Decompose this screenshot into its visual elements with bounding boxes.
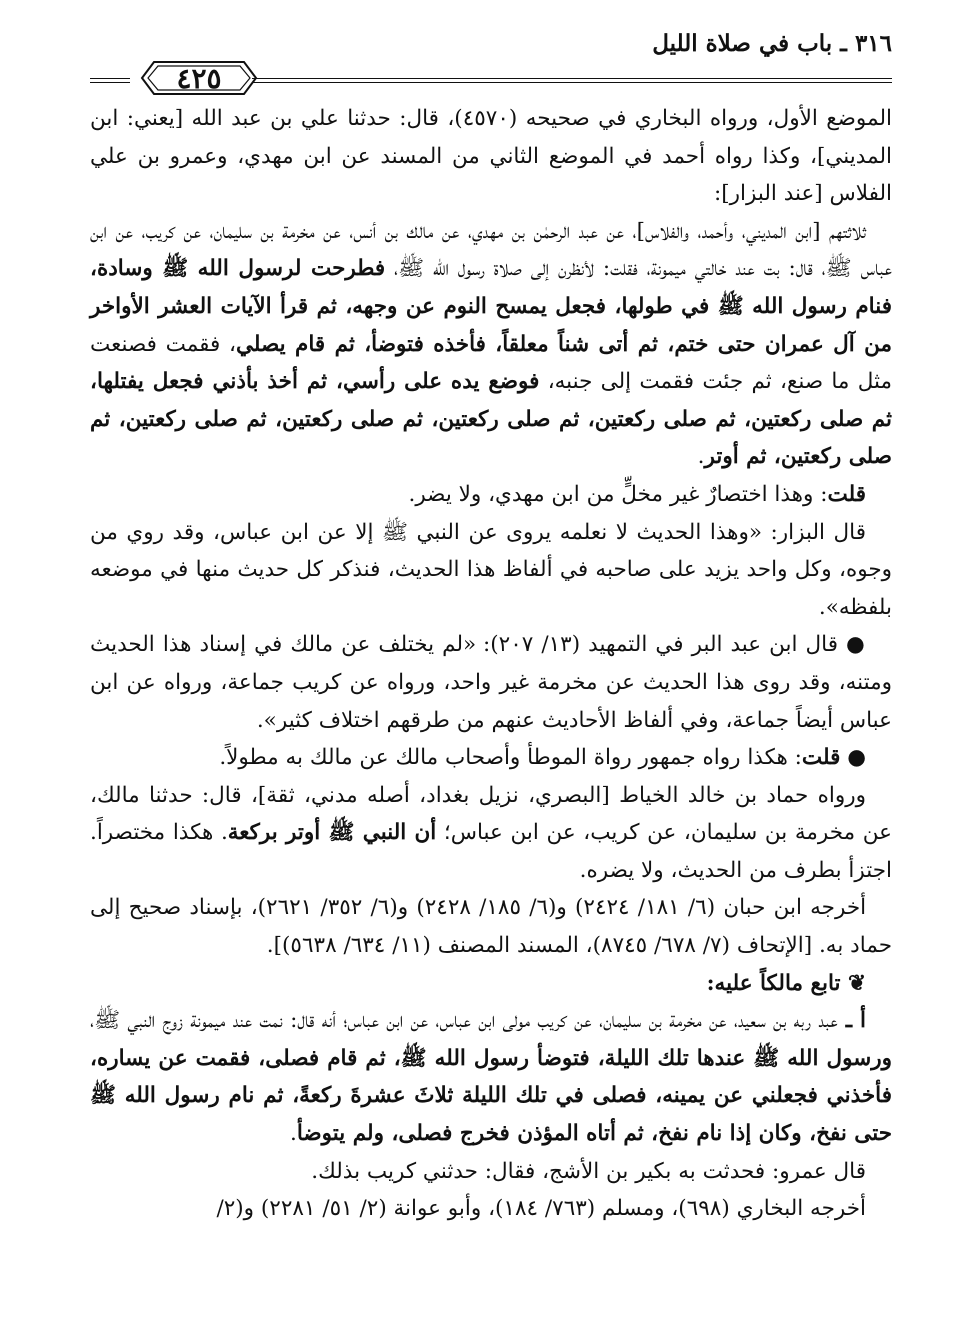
paragraph xyxy=(90,1153,892,1191)
text-run: الموضع الأول، ورواه البخاري في صحيحه (٤٥٧٠)، قال: حدثنا علي بن عبد الله [يعني: ابن المديني]، وكذا رواه أحمد في الموضع الثاني من المسند عن ابن مهدي، وعمرو بن علي الفلاس [عند البزار]: xyxy=(90,106,892,207)
paragraph xyxy=(90,213,892,476)
paragraph xyxy=(90,965,892,1003)
text-run: أخرجه ابن حبان (٦/ ١٨١/ ٢٤٢٤) و(٦/ ١٨٥/ ٢٤٢٨) و(٦/ ٣٥٢/ ٢٦٢١)، بإسناد صحيح إلى حماد به. [الإتحاف (٧/ ٦٧٨/ ٨٧٤٥)، المسند المصنف (١١/ ٦٣٤/ ٥٦٣٨)]. xyxy=(90,895,892,959)
bold-text: ❦ تابع مالكاً عليه: xyxy=(706,970,866,996)
bold-text: أن النبي ﷺ أوتر بركعة xyxy=(227,820,437,846)
paragraph xyxy=(90,626,892,739)
bold-text: فوضع يده على رأسي، ثم أخذ بأذني فجعل يفتلها، ثم صلى ركعتين، ثم صلى ركعتين، ثم صلى ركعتين، ثم صلى ركعتين، ثم صلى ركعتين، ثم صلى ركعتين، ثم أوتر xyxy=(90,369,892,470)
text-run: ● قال ابن عبد البر في التمهيد (١٣/ ٢٠٧): «لم يختلف عن مالك في إسناد هذا الحديث ومتنه، وقد روى هذا الحديث عن مخرمة غير واحد، ورواه عن كريب جماعة، ورواه عن ابن عباس أيضاً جماعة، وفي ألفاظ الأحاديث عنهم من طرقهم اختلاف كثير». xyxy=(90,632,892,733)
bold-text: قلت xyxy=(801,745,841,771)
text-run: . هكذا مختصراً. اجتزأ بطرف من الحديث، ولا يضره. xyxy=(90,820,892,883)
bold-text: فطرحت لرسول الله ﷺ وسادة، فنام رسول الله ﷺ في طولها، فجعل يمسح النوم عن وجهه، ثم قرأ الآيات العشر الأواخر من آل عمران حتى ختم، ثم أتى شناً معلقاً، فأخذه فتوضأ، ثم قام يصلي xyxy=(90,256,893,357)
paragraph xyxy=(90,514,892,627)
bold-text: قلت xyxy=(827,481,866,507)
header-rule xyxy=(252,82,892,83)
paragraph xyxy=(90,777,892,890)
bold-text: ورسول الله ﷺ عندها تلك الليلة، فتوضأ رسول الله ﷺ، ثم قام فصلى، فقمت عن يساره، فأخذني فجعلني عن يمينه، فصلى في تلك الليلة ثلاثَ عشرةَ ركعةً، ثم نام رسول الله ﷺ حتى نفخ، وكان إذا نام نفخ، ثم أتاه المؤذن فخرج فصلى، ولم يتوضأ xyxy=(90,1045,892,1147)
paragraph xyxy=(90,1002,892,1152)
page-header xyxy=(90,30,892,95)
page-number: ٤٢٥ xyxy=(176,62,222,95)
text-run: : وهذا اختصارٌ غير مخلٍّ من ابن مهدي، ولا يضر. xyxy=(408,481,828,507)
text-run: قال البزار: «وهذا الحديث لا نعلمه يروى عن النبي ﷺ إلا عن ابن عباس، وقد روي من وجوه، وكل واحد يزيد على صاحبه في ألفاظ هذا الحديث، فنذكر كل حديث منها في موضعه بلفظه». xyxy=(90,519,892,620)
text-run: ● xyxy=(840,745,866,771)
paragraph xyxy=(90,476,892,514)
text-run: ورواه حماد بن خالد الخياط [البصري، نزيل بغداد، أصله مدني، ثقة]، قال: حدثنا مالك، عن مخرمة بن سليمان، عن كريب، عن ابن عباس؛ xyxy=(90,782,892,846)
header-rule xyxy=(90,78,130,79)
text-run: عبد ربه بن سعيد، عن مخرمة بن سليمان، عن كريب مولى ابن عباس، عن ابن عباس؛ أنه قال: نمت عند ميمونة زوج النبي ﷺ، xyxy=(90,1008,838,1034)
header-rule xyxy=(252,78,892,79)
paragraph xyxy=(90,100,892,213)
text-run: ، فقمت فصنعت مثل ما صنع، ثم جئت فقمت إلى جنبه، xyxy=(90,331,892,395)
bold-text: أ ـ xyxy=(837,1008,867,1034)
text-run: : هكذا رواه جمهور رواة الموطأ وأصحاب مالك عن مالك به مطولاً. xyxy=(219,745,802,771)
paragraph xyxy=(90,1190,892,1228)
page-number-ornament xyxy=(134,56,264,100)
text-run: أخرجه البخاري (٦٩٨)، ومسلم (٧٦٣/ ١٨٤)، وأبو عوانة (٢/ ٥١/ ٢٢٨١) و(٢/ xyxy=(216,1196,866,1222)
paragraph xyxy=(90,739,892,777)
main-text xyxy=(90,100,892,1228)
text-run: ثلاثتهم [ابن المديني، وأحمد، والفلاس]، عن عبد الرحمٰن بن مهدي، عن مالك بن أنس، عن مخرمة بن سليمان، عن كريب، عن ابن عباس ﷺ، قال: بت عند خالتي ميمونة، فقلت: لأنظرن إلى صلاة رسول الله ﷺ، xyxy=(90,218,892,282)
paragraph xyxy=(90,889,892,964)
text-run: قال عمرو: فحدثت به بكير بن الأشج، فقال: حدثني كريب بذلك. xyxy=(311,1158,866,1184)
text-run: . xyxy=(290,1121,297,1147)
text-run: . xyxy=(697,444,705,470)
header-rule xyxy=(90,82,130,83)
running-head: ٣١٦ ـ باب في صلاة الليل xyxy=(652,30,892,57)
